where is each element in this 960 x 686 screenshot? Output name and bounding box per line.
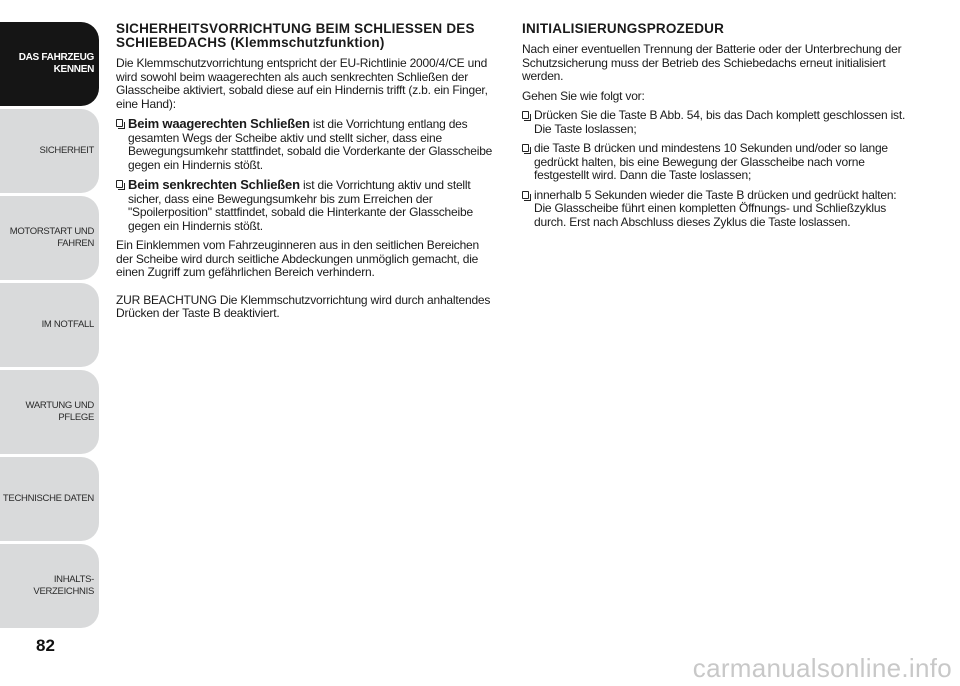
checkbox-bullet-icon	[116, 119, 123, 127]
step-item	[522, 109, 914, 136]
bullet-lead: Beim senkrechten Schließen	[128, 177, 300, 192]
left-column	[116, 22, 498, 327]
note-paragraph: ZUR BEACHTUNG Die Klemmschutzvorrichtung wird durch anhaltendes Drücken der Taste B deaktiviert.	[116, 292, 491, 320]
init-intro-paragraph: Nach einer eventuellen Trennung der Batterie oder der Unterbrechung der Schutzsicherung muss der Betrieb des Schiebedachs erneut initialisiert werden.	[522, 42, 902, 83]
bullet-text: ist die Vorrichtung entlang des gesamten Wegs der Scheibe aktiv und stellt sicher, dass eine Bewegungsumkehr stattfindet, sobald die Vorderkante der Glasscheibe gegen ein Hindernis stößt.	[128, 117, 493, 172]
tab-im-notfall[interactable]: IM NOTFALL	[0, 283, 99, 367]
tab-sicherheit[interactable]: SICHERHEIT	[0, 109, 99, 193]
checkbox-bullet-icon	[522, 111, 529, 119]
step-item	[522, 189, 914, 230]
step-text: Drücken Sie die Taste B Abb. 54, bis das Dach komplett geschlossen ist. Die Taste loslassen;	[534, 108, 906, 136]
side-cover-paragraph: Ein Einklemmen vom Fahrzeuginneren aus in den seitlichen Bereichen der Scheibe wird durch seitliche Abdeckungen unmöglich gemacht, die einen Zugriff zum gefährlichen Bereich verhindern.	[116, 238, 480, 279]
tab-inhaltsverzeichnis[interactable]: INHALTS- VERZEICHNIS	[0, 544, 99, 628]
tab-das-fahrzeug-kennen[interactable]: DAS FAHRZEUG KENNEN	[0, 22, 99, 106]
bullet-lead: Beim waagerechten Schließen	[128, 116, 310, 131]
checkbox-bullet-icon	[116, 180, 123, 188]
watermark: carmanualsonline.info	[692, 653, 952, 683]
page-number: 82	[36, 636, 55, 655]
tab-motorstart-und-fahren[interactable]: MOTORSTART UND FAHREN	[0, 196, 99, 280]
checkbox-bullet-icon	[522, 144, 529, 152]
section-heading-initialisierung: INITIALISIERUNGSPROZEDUR	[522, 21, 725, 36]
step-text: die Taste B drücken und mindestens 10 Sekunden und/oder so lange gedrückt halten, bis eine Bewegung der Glasscheibe nach vorne festgestellt wird. Dann die Taste loslassen;	[534, 141, 888, 182]
step-item	[522, 142, 914, 183]
steps-intro: Gehen Sie wie folgt vor:	[522, 88, 645, 103]
checkbox-bullet-icon	[522, 191, 529, 199]
bullet-horizontal-closing	[116, 117, 498, 172]
tab-wartung-und-pflege[interactable]: WARTUNG UND PFLEGE	[0, 370, 99, 454]
bullet-text: ist die Vorrichtung aktiv und stellt sicher, dass eine Bewegungsumkehr bis zum Erreichen der "Spoilerposition" stattfindet, sobald die Hinterkante der Glasscheibe gegen ein Hindernis stößt.	[128, 178, 473, 233]
right-column	[522, 22, 914, 235]
bullet-vertical-closing	[116, 178, 498, 233]
step-text: innerhalb 5 Sekunden wieder die Taste B drücken und gedrückt halten: Die Glasscheibe führt einen kompletten Öffnungs- und Schließzyklus durch. Erst nach Abschluss dieses Zyklus die Taste loslassen.	[534, 187, 897, 229]
intro-paragraph: Die Klemmschutzvorrichtung entspricht der EU-Richtlinie 2000/4/CE und wird sowohl beim waagerechten als auch senkrechten Schließen der Glasscheibe aktiviert, sobald diese auf ein Hindernis trifft (z.b. ein Finger, eine Hand):	[116, 56, 488, 111]
tab-technische-daten[interactable]: TECHNISCHE DATEN	[0, 457, 99, 541]
section-heading-klemmschutz: SICHERHEITSVORRICHTUNG BEIM SCHLIESSEN DES SCHIEBEDACHS (Klemmschutzfunktion)	[116, 21, 475, 50]
